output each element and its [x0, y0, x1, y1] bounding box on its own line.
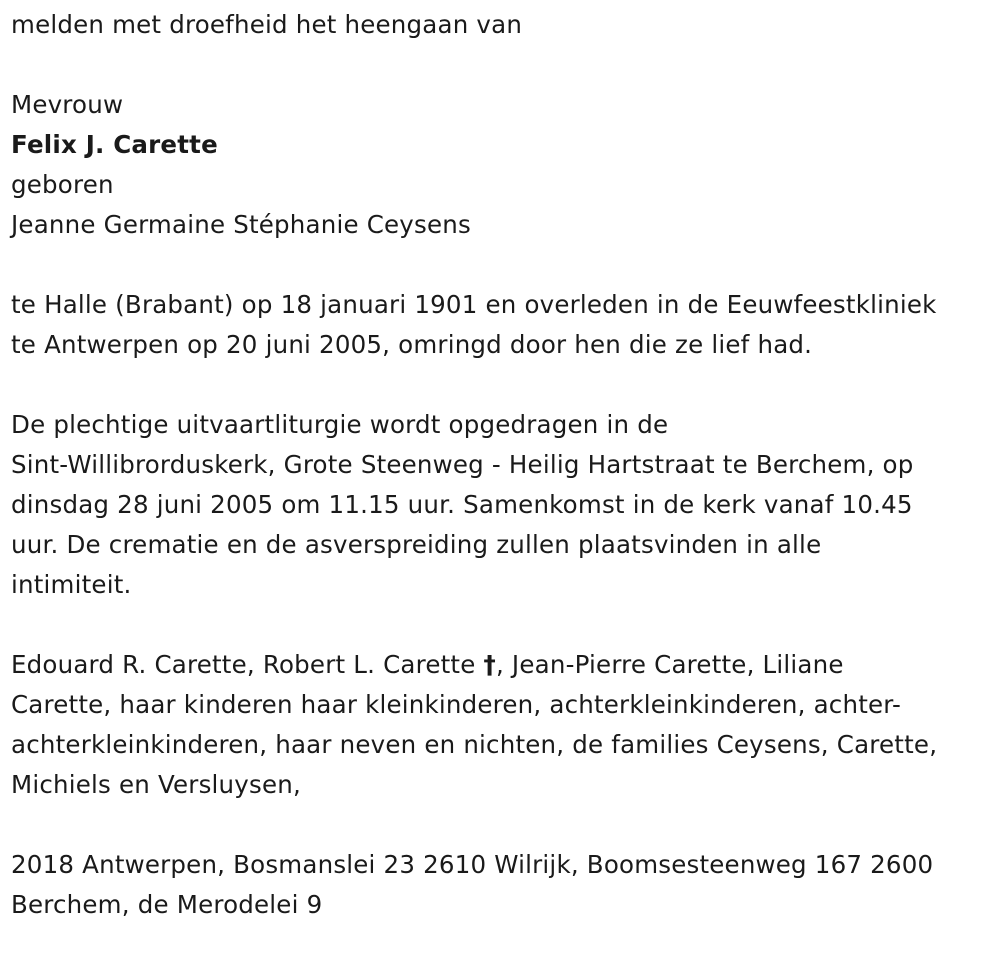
salutation: Mevrouw	[11, 90, 124, 119]
paragraph-line: achterkleinkinderen, haar neven en nichten, de families Ceysens, Carette,	[11, 730, 938, 759]
paragraph-line: Sint-Willibrorduskerk, Grote Steenweg - Heilig Hartstraat te Berchem, op	[11, 450, 914, 479]
birth-death-paragraph	[11, 285, 996, 365]
spacer	[11, 365, 996, 405]
death-notice	[11, 5, 996, 925]
paragraph-line: Michiels en Versluysen,	[11, 770, 301, 799]
spacer	[11, 45, 996, 85]
paragraph-line: intimiteit.	[11, 570, 132, 599]
spacer	[11, 245, 996, 285]
intro-text: melden met droefheid het heengaan van	[11, 10, 523, 39]
spacer	[11, 605, 996, 645]
family-paragraph	[11, 645, 996, 805]
deceased-name: Felix J. Carette	[11, 130, 218, 159]
paragraph-line: uur. De crematie en de asverspreiding zullen plaatsvinden in alle	[11, 530, 822, 559]
paragraph-line	[11, 645, 996, 685]
born-label: geboren	[11, 170, 114, 199]
paragraph-line: dinsdag 28 juni 2005 om 11.15 uur. Samenkomst in de kerk vanaf 10.45	[11, 490, 913, 519]
paragraph-line: De plechtige uitvaartliturgie wordt opgedragen in de	[11, 410, 669, 439]
paragraph-line: te Antwerpen op 20 juni 2005, omringd door hen die ze lief had.	[11, 330, 813, 359]
cross-icon: †	[483, 650, 496, 679]
maiden-name: Jeanne Germaine Stéphanie Ceysens	[11, 210, 471, 239]
spacer	[11, 805, 996, 845]
family-names-part: Edouard R. Carette, Robert L. Carette	[11, 650, 484, 679]
addresses-paragraph	[11, 845, 996, 925]
paragraph-line: Berchem, de Merodelei 9	[11, 890, 323, 919]
family-names-part: , Jean-Pierre Carette, Liliane	[495, 650, 844, 679]
paragraph-line: te Halle (Brabant) op 18 januari 1901 en overleden in de Eeuwfeestkliniek	[11, 290, 937, 319]
funeral-paragraph	[11, 405, 996, 605]
paragraph-line: 2018 Antwerpen, Bosmanslei 23 2610 Wilrijk, Boomsesteenweg 167 2600	[11, 850, 934, 879]
paragraph-line: Carette, haar kinderen haar kleinkinderen, achterkleinkinderen, achter-	[11, 690, 902, 719]
